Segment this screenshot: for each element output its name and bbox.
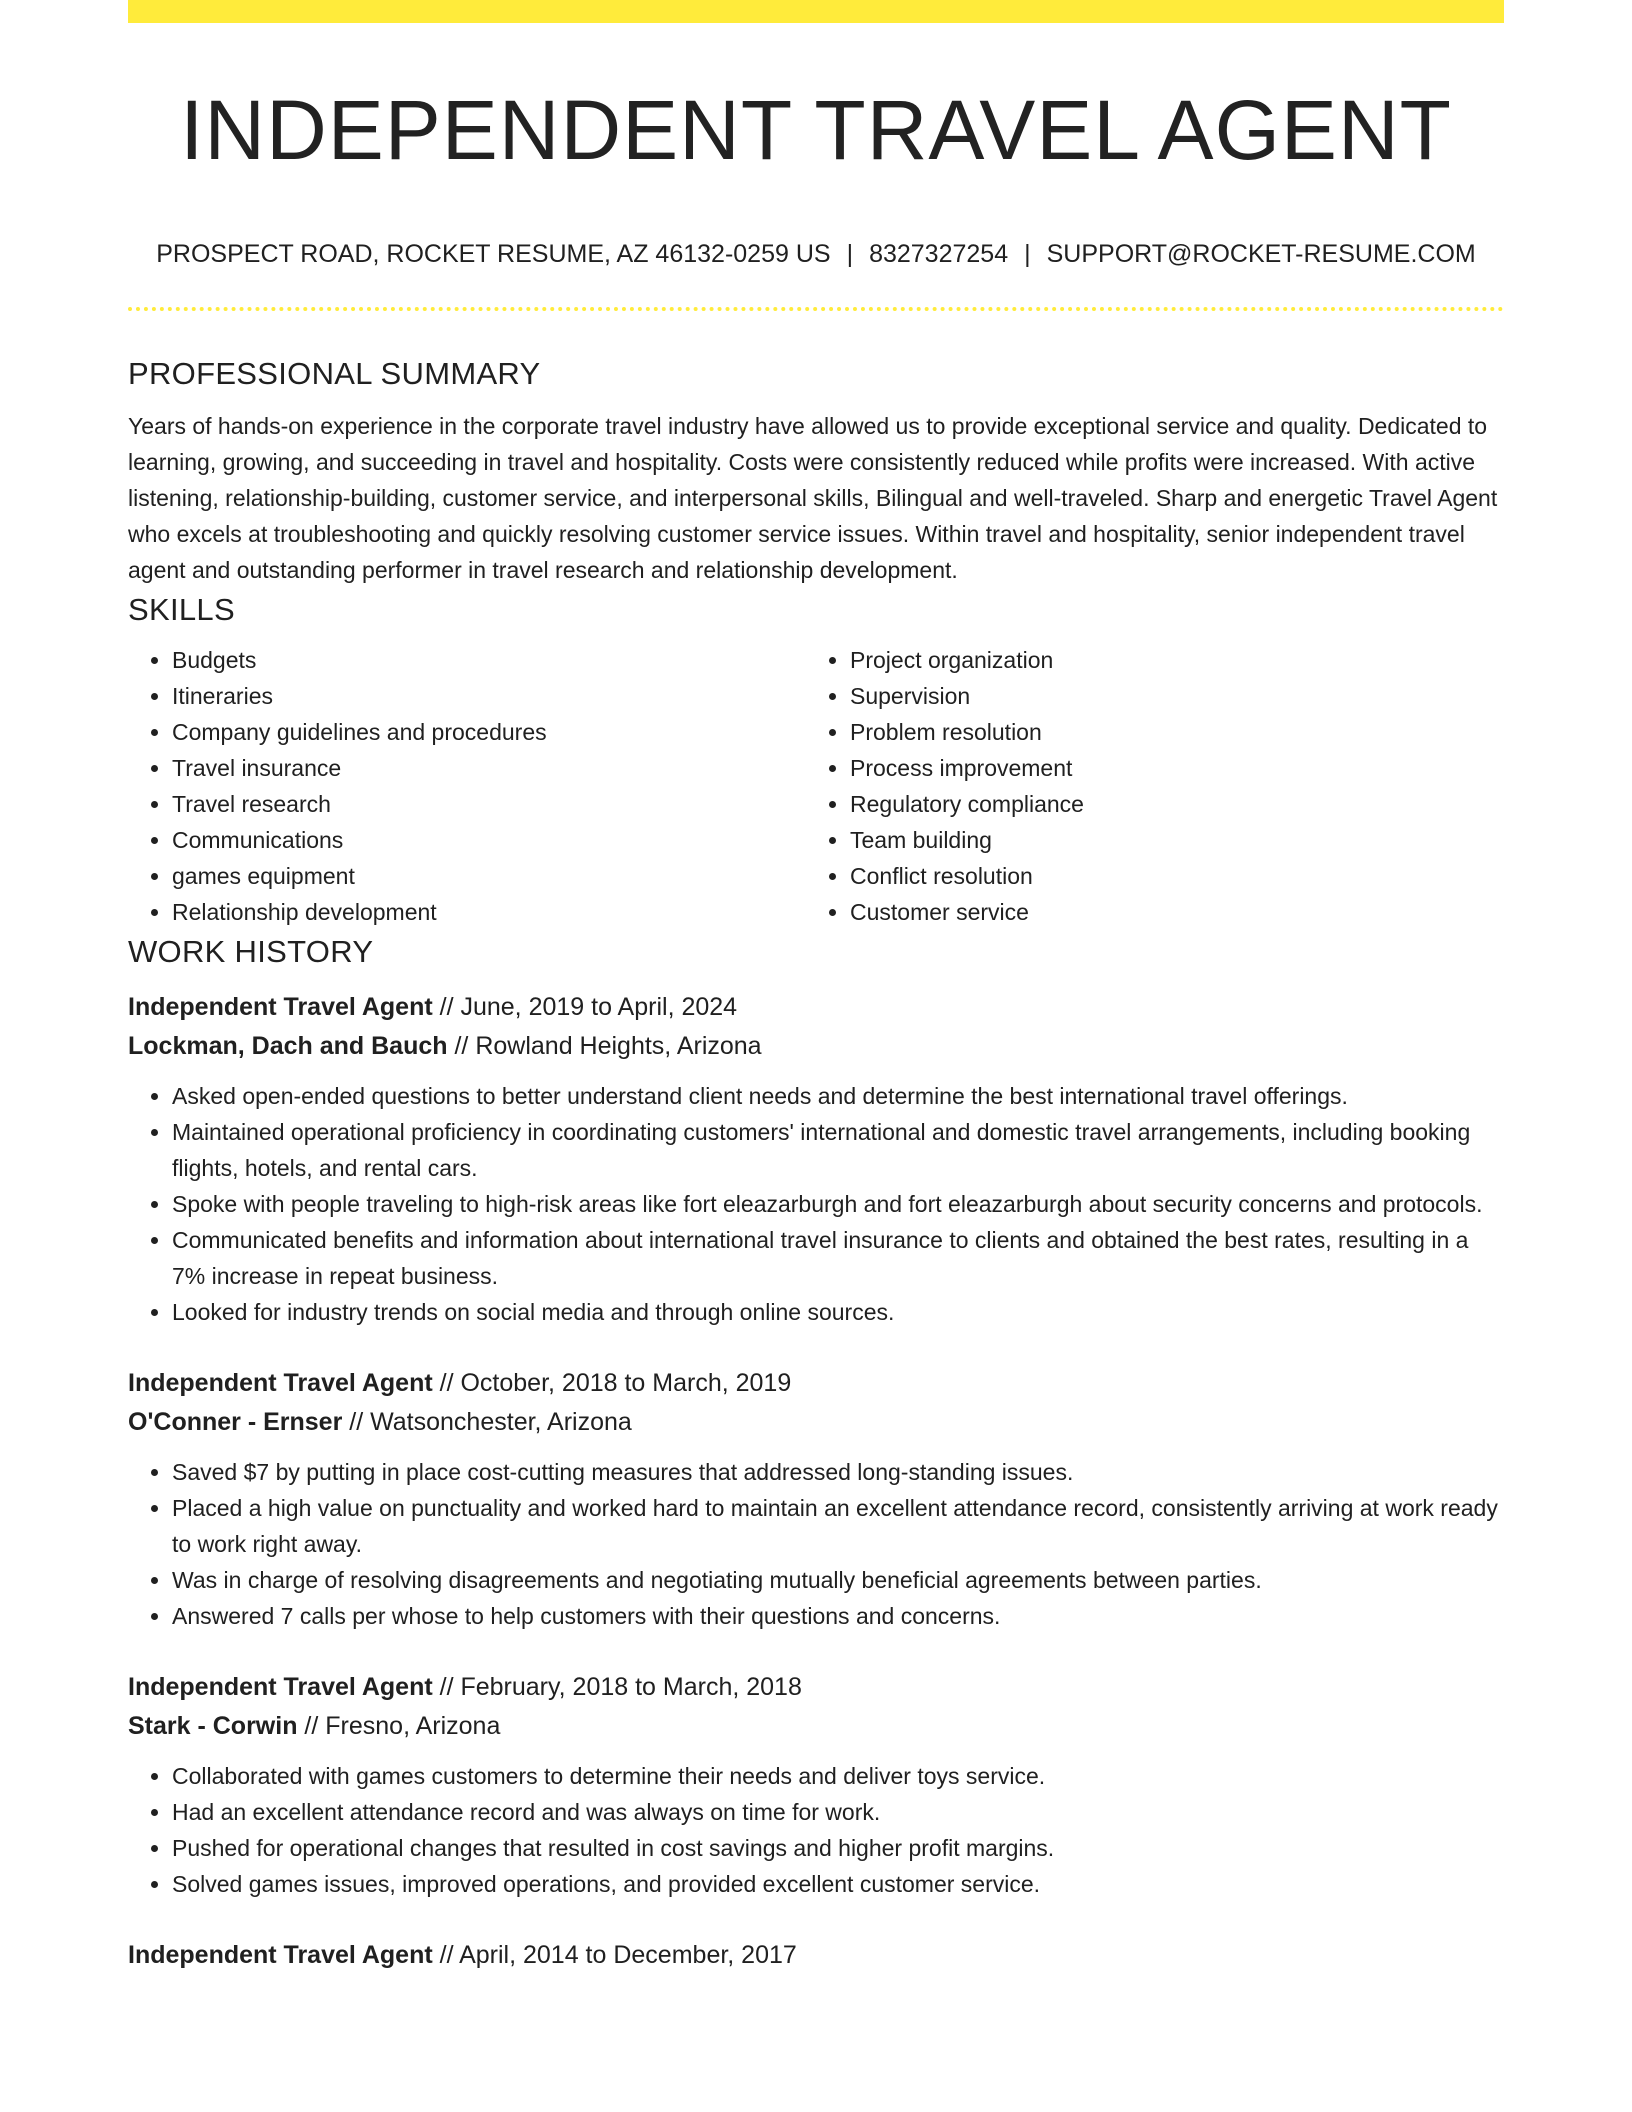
accent-top-bar [128,0,1504,23]
skill-item: • Problem resolution [850,714,1484,750]
skill-item: • Travel research [172,786,806,822]
job-bullet: • Pushed for operational changes that resulted in cost savings and higher profit margins. [172,1830,1504,1866]
job-title: Independent Travel Agent [128,1941,433,1969]
job-bullet: • Placed a high value on punctuality and worked hard to maintain an excellent attendance record, consistently arriving at work ready to work right away. [172,1490,1504,1562]
skill-item: • Relationship development [172,894,806,930]
job-entry [128,1364,1504,1634]
contact-phone: 8327327254 [869,240,1009,268]
job-bullets [128,1078,1504,1330]
job-bullet: • Communicated benefits and information about international travel insurance to clients and obtained the best rates, resulting in a 7% increase in repeat business. [172,1222,1504,1294]
job-entry [128,1936,1504,1975]
contact-address: PROSPECT ROAD, ROCKET RESUME, AZ 46132-0259 US [156,240,831,268]
skill-item: • Supervision [850,678,1484,714]
job-title: Independent Travel Agent [128,1673,433,1701]
skill-item: • Project organization [850,642,1484,678]
job-title-line [128,988,1504,1027]
dotted-divider [128,307,1504,311]
skill-item: • Regulatory compliance [850,786,1484,822]
job-location: // Fresno, Arizona [297,1712,501,1740]
skills-columns [128,642,1504,930]
job-bullet: • Solved games issues, improved operations, and provided excellent customer service. [172,1866,1504,1902]
skills-heading: SKILLS [128,592,235,627]
job-bullet: • Maintained operational proficiency in coordinating customers' international and domestic travel arrangements, including booking flights, hotels, and rental cars. [172,1114,1504,1186]
job-company: O'Conner - Ernser [128,1408,343,1436]
job-company-line [128,1403,1504,1442]
job-entry [128,1668,1504,1902]
job-title-line [128,1668,1504,1707]
summary-heading: PROFESSIONAL SUMMARY [128,356,541,391]
job-bullet: • Saved $7 by putting in place cost-cutting measures that addressed long-standing issues. [172,1454,1504,1490]
skill-item: • Process improvement [850,750,1484,786]
skill-item: • Company guidelines and procedures [172,714,806,750]
job-bullets [128,1758,1504,1902]
job-dates: // October, 2018 to March, 2019 [432,1369,792,1397]
job-title-line [128,1364,1504,1403]
skill-item: • games equipment [172,858,806,894]
skill-item: • Communications [172,822,806,858]
job-bullet: • Looked for industry trends on social media and through online sources. [172,1294,1504,1330]
job-company-line [128,1707,1504,1746]
skill-item: • Customer service [850,894,1484,930]
contact-line [128,236,1504,272]
skill-item: • Conflict resolution [850,858,1484,894]
job-bullet: • Had an excellent attendance record and was always on time for work. [172,1794,1504,1830]
job-bullet: • Asked open-ended questions to better understand client needs and determine the best international travel offerings. [172,1078,1504,1114]
job-dates: // April, 2014 to December, 2017 [432,1941,797,1969]
summary-text: Years of hands-on experience in the corporate travel industry have allowed us to provide exceptional service and quality. Dedicated to learning, growing, and succeeding in travel and hospitality. Costs were consistently reduced while profits were increased. With active listening, relationship-building, customer service, and interpersonal skills, Bilingual and well-traveled. Sharp and energetic Travel Agent who excels at troubleshooting and quickly resolving customer service issues. Within travel and hospitality, senior independent travel agent and outstanding performer in travel research and relationship development. [128,413,1498,583]
job-entry [128,988,1504,1330]
work-history-heading: WORK HISTORY [128,934,374,969]
contact-separator: | [846,240,854,268]
job-bullet: • Was in charge of resolving disagreements and negotiating mutually beneficial agreements between parties. [172,1562,1504,1598]
job-title: Independent Travel Agent [128,1369,433,1397]
skill-item: • Itineraries [172,678,806,714]
skill-item: • Budgets [172,642,806,678]
job-bullet: • Answered 7 calls per whose to help customers with their questions and concerns. [172,1598,1504,1634]
skills-list-left [128,642,806,930]
job-bullet: • Spoke with people traveling to high-risk areas like fort eleazarburgh and fort eleazarburgh about security concerns and protocols. [172,1186,1504,1222]
job-dates: // February, 2018 to March, 2018 [432,1673,802,1701]
contact-email[interactable]: SUPPORT@ROCKET-RESUME.COM [1046,240,1476,268]
job-company: Stark - Corwin [128,1712,298,1740]
skill-item: • Team building [850,822,1484,858]
skills-list-right [806,642,1484,930]
job-dates: // June, 2019 to April, 2024 [432,993,738,1021]
job-title: Independent Travel Agent [128,993,433,1021]
job-company-line [128,1027,1504,1066]
resume-name: INDEPENDENT TRAVEL AGENT [180,83,1452,177]
contact-separator: | [1024,240,1031,268]
job-location: // Watsonchester, Arizona [342,1408,632,1436]
job-company: Lockman, Dach and Bauch [128,1032,448,1060]
skill-item: • Travel insurance [172,750,806,786]
job-bullets [128,1454,1504,1634]
job-title-line [128,1936,1504,1975]
job-bullet: • Collaborated with games customers to determine their needs and deliver toys service. [172,1758,1504,1794]
resume-body [128,352,1504,1975]
job-location: // Rowland Heights, Arizona [447,1032,762,1060]
